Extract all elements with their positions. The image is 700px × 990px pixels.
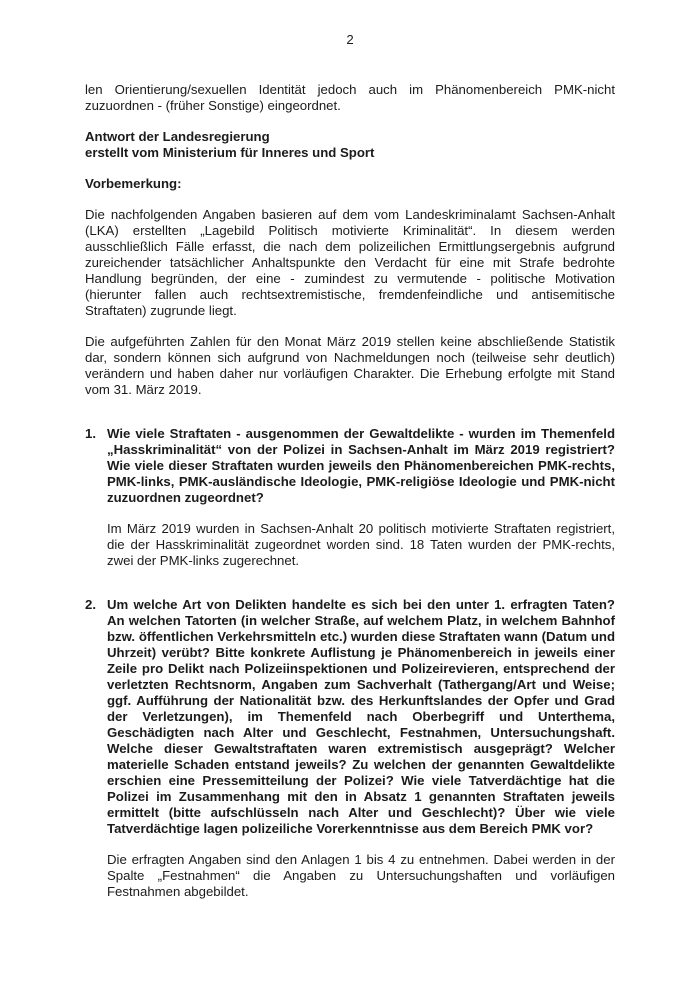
- document-content: [85, 82, 615, 900]
- preface-heading: Vorbemerkung:: [85, 176, 182, 191]
- page-number: 2: [346, 32, 354, 47]
- question-2-number: 2.: [85, 597, 96, 612]
- question-2: [85, 597, 615, 837]
- answer-heading-line2: erstellt vom Ministerium für Inneres und Sport: [85, 145, 375, 160]
- answer-1-paragraph: Im März 2019 wurden in Sachsen-Anhalt 20 politisch motivierte Straftaten registriert, die der Hasskriminalität zugeordnet worden sind. 18 Taten wurden der PMK-rechts, zwei der PMK-links zugerechnet.: [107, 521, 615, 568]
- answer-2-paragraph: Die erfragten Angaben sind den Anlagen 1 bis 4 zu entnehmen. Dabei werden in der Spalte „Festnahmen“ die Angaben zu Untersuchungshaften und vorläufigen Festnahmen abgebildet.: [107, 852, 615, 899]
- question-1-text: Wie viele Straftaten - ausgenommen der Gewaltdelikte - wurden im Themenfeld „Hasskriminalität“ von der Polizei in Sachsen-Anhalt im März 2019 registriert? Wie viele dieser Straftaten wurden jeweils den Phänomenbereichen PMK-rechts, PMK-links, PMK-ausländische Ideologie, PMK-religiöse Ideologie und PMK-nicht zuzuordnen zugeordnet?: [107, 426, 615, 505]
- question-2-text: Um welche Art von Delikten handelte es sich bei den unter 1. erfragten Taten? An welchen Tatorten (in welcher Straße, auf welchem Platz, in welchem Bahnhof bzw. öffentlichen Verkehrsmitteln etc.) wurden diese Straftaten wann (Datum und Uhrzeit) verübt? Bitte konkrete Auflistung je Phänomenbereich in jeweils einer Zeile pro Delikt nach Polizeiinspektionen und Polizeirevieren, entsprechend der verletzten Rechtsnorm, Angaben zum Sachverhalt (Tathergang/Art und Weise; ggf. Aufführung der Nationalität bzw. des Herkunftslandes der Opfer und Grad der Verletzungen), im Themenfeld nach Oberbegriff und Unterthema, Geschädigten nach Alter und Geschlecht, Festnahmen, Untersuchungshaft. Welche dieser Gewaltstraftaten waren extremistisch ausgeprägt? Welcher materielle Schaden entstand jeweils? Zu welchen der genannten Gewaltdelikte erschien eine Pressemitteilung der Polizei? Wie viele Tatverdächtige hat die Polizei im Zusammenhang mit den in Absatz 1 genannten Straftaten jeweils ermittelt (bitte aufschlüsseln nach Alter und Geschlecht)? Über wie viele Tatverdächtige lagen polizeiliche Vorerkenntnisse aus dem Bereich PMK vor?: [107, 597, 615, 836]
- preface-paragraph-2: Die aufgeführten Zahlen für den Monat März 2019 stellen keine abschließende Statistik dar, sondern können sich aufgrund von Nachmeldungen noch (teilweise sehr deutlich) verändern und haben daher nur vorläufigen Charakter. Die Erhebung erfolgte mit Stand vom 31. März 2019.: [85, 334, 615, 397]
- preface-paragraph-1: Die nachfolgenden Angaben basieren auf dem vom Landeskriminalamt Sachsen-Anhalt (LKA) erstellten „Lagebild Politisch motivierte Kriminalität“. In diesem werden ausschließlich Fälle erfasst, die nach dem polizeilichen Ermittlungsergebnis aufgrund zureichender tatsächlicher Anhaltspunkte den Verdacht für eine mit Strafe bedrohte Handlung begründen, der eine - zumindest zu vermutende - politische Motivation (hierunter fallen auch rechtsextremistische, fremdenfeindliche und antisemitische Straftaten) zugrunde liegt.: [85, 207, 615, 318]
- question-1-number: 1.: [85, 426, 96, 441]
- question-1: [85, 426, 615, 506]
- answer-heading: [85, 129, 615, 161]
- answer-heading-line1: Antwort der Landesregierung: [85, 129, 270, 144]
- intro-continuation-paragraph: len Orientierung/sexuellen Identität jedoch auch im Phänomenbereich PMK-nicht zuzuordnen - (früher Sonstige) eingeordnet.: [85, 82, 615, 113]
